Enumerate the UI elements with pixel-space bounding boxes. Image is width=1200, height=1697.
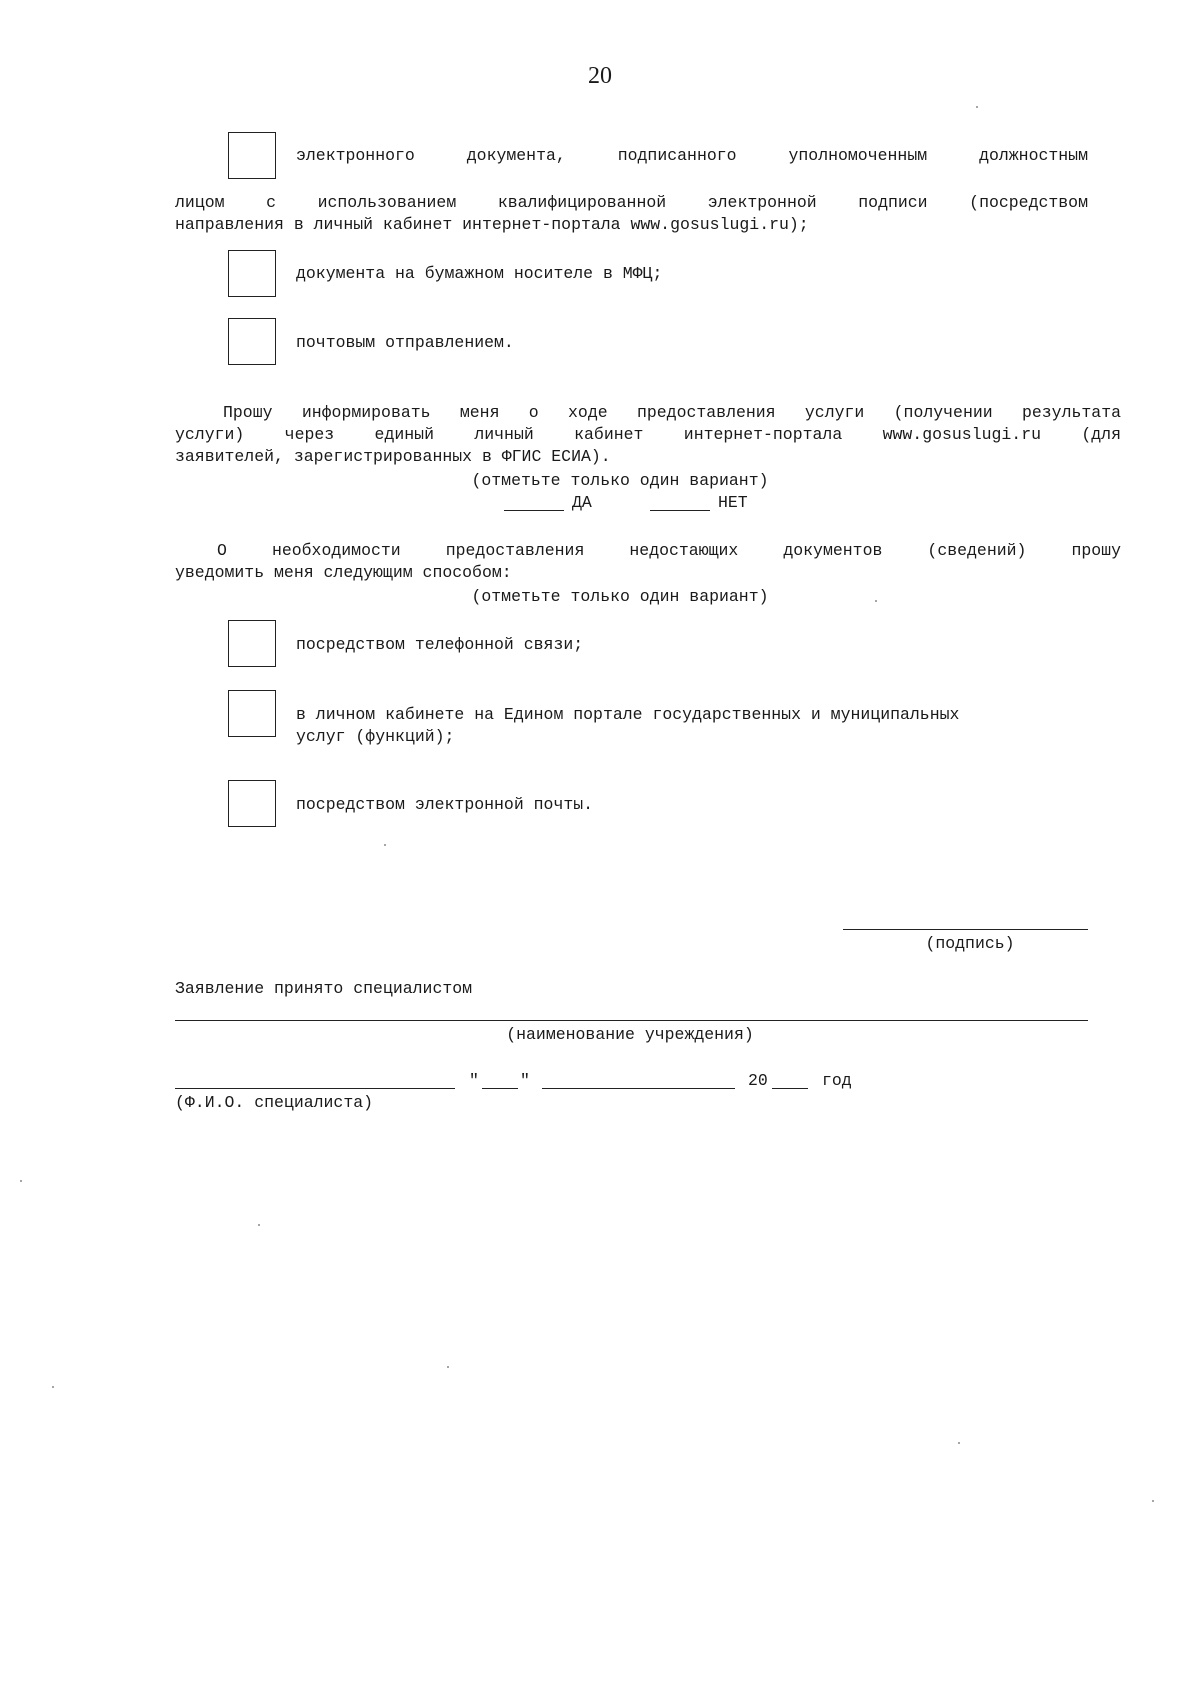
signature-line[interactable] (843, 929, 1088, 930)
scan-speck (20, 1180, 22, 1182)
specialist-name-line[interactable] (175, 1088, 455, 1089)
no-label: НЕТ (718, 493, 748, 512)
missing-docs-line-2: уведомить меня следующим способом: (175, 563, 512, 582)
scan-speck (976, 106, 978, 108)
signature-caption: (подпись) (925, 934, 1015, 953)
missing-docs-hint: (отметьте только один вариант) (471, 587, 769, 606)
option-electronic-document-text: электронного документа, подписанного уполномоченным должностным (296, 146, 1088, 165)
scan-speck (1152, 1500, 1154, 1502)
option-phone-text: посредством телефонной связи; (296, 635, 584, 654)
inform-hint: (отметьте только один вариант) (471, 471, 769, 490)
scan-speck (384, 844, 386, 846)
day-quote-close: " (520, 1071, 530, 1090)
page-number: 20 (588, 63, 612, 89)
scan-speck (958, 1442, 960, 1444)
scan-speck (52, 1386, 54, 1388)
option-paper-document-text: документа на бумажном носителе в МФЦ; (296, 264, 663, 283)
year-word: год (822, 1071, 852, 1090)
missing-docs-line-1: О необходимости предоставления недостающих документов (сведений) прошу (217, 541, 1121, 560)
checkbox-email[interactable] (228, 780, 276, 827)
scan-speck (447, 1366, 449, 1368)
specialist-caption: (Ф.И.О. специалиста) (175, 1093, 374, 1112)
checkbox-postal[interactable] (228, 318, 276, 365)
checkbox-paper-document[interactable] (228, 250, 276, 297)
year-prefix: 20 (748, 1071, 768, 1090)
day-blank-line[interactable] (482, 1088, 518, 1089)
inform-text-line-3: заявителей, зарегистрированных в ФГИС ЕСИА). (175, 447, 611, 466)
day-quote-open: " (469, 1071, 479, 1090)
scan-speck (875, 600, 877, 602)
no-blank-line[interactable] (650, 510, 710, 511)
option-email-text: посредством электронной почты. (296, 795, 594, 814)
checkbox-phone[interactable] (228, 620, 276, 667)
accepted-label: Заявление принято специалистом (175, 979, 473, 998)
institution-line[interactable] (175, 1020, 1088, 1021)
month-blank-line[interactable] (542, 1088, 735, 1089)
year-blank-line[interactable] (772, 1088, 808, 1089)
institution-caption: (наименование учреждения) (506, 1025, 754, 1044)
option-personal-cabinet-line-1: в личном кабинете на Едином портале государственных и муниципальных (296, 705, 960, 724)
yes-blank-line[interactable] (504, 510, 564, 511)
option-postal-text: почтовым отправлением. (296, 333, 514, 352)
checkbox-electronic-document[interactable] (228, 132, 276, 179)
option-electronic-document-continuation-2: направления в личный кабинет интернет-портала www.gosuslugi.ru); (175, 215, 809, 234)
inform-text-line-1: Прошу информировать меня о ходе предоставления услуги (получении результата (223, 403, 1121, 422)
option-electronic-document-continuation-1: лицом с использованием квалифицированной электронной подписи (посредством (175, 193, 1088, 212)
option-personal-cabinet-line-2: услуг (функций); (296, 727, 455, 746)
checkbox-personal-cabinet[interactable] (228, 690, 276, 737)
inform-text-line-2: услуги) через единый личный кабинет интернет-портала www.gosuslugi.ru (для (175, 425, 1121, 444)
yes-label: ДА (572, 493, 592, 512)
scan-speck (258, 1224, 260, 1226)
